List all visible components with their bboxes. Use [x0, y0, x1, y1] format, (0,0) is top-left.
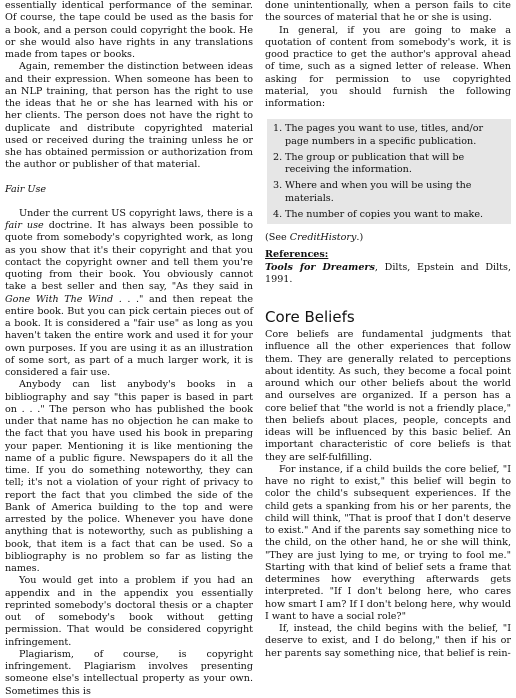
see-also: (See CreditHistory.) [265, 232, 364, 243]
list-item: 4. The number of copies you want to make. [273, 208, 484, 220]
paragraph-plagiarism: Plagiarism, of course, is copyright infringement. Plagiarism involves presenting someone else's intellectual property as your own. Sometimes this is [5, 648, 253, 697]
heading-fair-use: Fair Use [5, 183, 47, 195]
paragraph-unintentional: done unintentionally, when a person fails to cite the sources of material that he or she is using. [265, 0, 511, 24]
paragraph-core-belief-example: For instance, if a child builds the core belief, "I have no right to exist," this belief will begin to color the child's subsequent experiences. If the child gets a spanking from his or her parents, the child will think, "That is proof that I don't deserve to exist." And if the parents say something nice to the child, on the other hand, he or she will think, "They are just lying to me, or trying to fool me." Starting with that kind of belief sets a frame that determines how everything afterwards gets interpreted. "If I don't belong here, who cares how smart I am? If I don't belong here, why would I want to have a social role?" [265, 463, 511, 622]
credit-history-link[interactable]: CreditHistory [289, 232, 357, 243]
list-item: 1. The pages you want to use, titles, and/or page numbers in a specific publication. [273, 123, 484, 147]
permission-info-box [267, 119, 511, 224]
fair-use-term: fair use [5, 220, 44, 231]
paragraph-ideas-expression: Again, remember the distinction between ideas and their expression. When someone has been to an NLP training, that person has the right to use the ideas that he or she has learned with his or her clients. The person does not have the right to duplicate and distribute copyrighted material used or received during the training unless he or she has obtained permission or authorization from the author or publisher of that material. [5, 61, 253, 171]
paragraph-appendix: You would get into a problem if you had an appendix and in the appendix you essentially reprinted somebody's doctoral thesis or a chapter out of somebody's book without getting permission. That would be considered copyright infringement. [5, 575, 253, 648]
reference-entry: Tools for Dreamers, Dilts, Epstein and Dilts, 1991. [265, 261, 512, 285]
list-item: 2. The group or publication that will be receiving the information. [273, 151, 465, 175]
right-column [265, 0, 511, 660]
paragraph-tape-copyright: essentially identical performance of the seminar. Of course, the tape could be used as the basis for a book, and a person could copyright the book. He or she would also have rights in any translations made from tapes or books. [5, 0, 253, 60]
section-title: Core Beliefs [265, 308, 355, 326]
left-column [5, 0, 253, 698]
book-title-gone-with-the-wind: Gone With The Wind [5, 293, 114, 305]
permission-info-list [273, 123, 505, 221]
paragraph-bibliography: Anybody can list anybody's books in a bibliography and say "this paper is based in part on . . ." The person who has published the book under that name has no objection he can make to the fact that you have used his book in preparing your paper. Mentioning it is like mentioning the name of a public figure. Newspapers do it all the time. If you do something noteworthy, they can tell; it's not a violation of your right of privacy to report the fact that you climbed the side of the Bank of America building to the top and were arrested by the police. Whenever you have done anything that is noteworthy, such as publishing a book, that item is a fact that can be used. So a bibliography is no problem so far as listing the names. [5, 379, 253, 574]
paragraph-fair-use-doctrine: Under the current US copyright laws, there is a fair use doctrine. It has always been possible to quote from somebody's copyrighted work, as long as you show that it's their copyright and that you contact the copyright owner and tell them you're quoting from their book. You obviously cannot take a best seller and then say, "As they said in Gone With The Wind . . ." and then repeat the entire book. But you can pick certain pieces out of a book. It is considered a "fair use" as long as you haven't taken the entire work and used it for your own purposes. If you are using it as an illustration of some sort, as part of a much larger work, it is considered a fair use. [5, 207, 253, 378]
paragraph-deserve-to-exist: If, instead, the child begins with the belief, "I deserve to exist, and I do belong," then if his or her parents say something nice, that belief is rein- [265, 623, 511, 659]
paragraph-core-beliefs: Core beliefs are fundamental judgments that influence all the other experiences that follow them. They are generally related to perceptions about identity. As such, they become a focal point around which our other beliefs about the world and ourselves are organized. If a person has a core belief that "the world is not a friendly place," then beliefs about places, people, concepts and ideas will be influenced by this basic belief. An important characteristic of core beliefs is that they are self-fulfilling. [265, 329, 511, 463]
list-item: 3. Where and when you will be using the materials. [273, 180, 472, 204]
references-heading: References: [265, 249, 329, 261]
paragraph-permission: In general, if you are going to make a quotation of content from somebody's work, it is good practice to get the author's approval ahead of time, such as a signed letter of release. When asking for permission to use copyrighted material, you should furnish the following information: [265, 24, 511, 109]
reference-title: Tools for Dreamers [265, 261, 375, 273]
